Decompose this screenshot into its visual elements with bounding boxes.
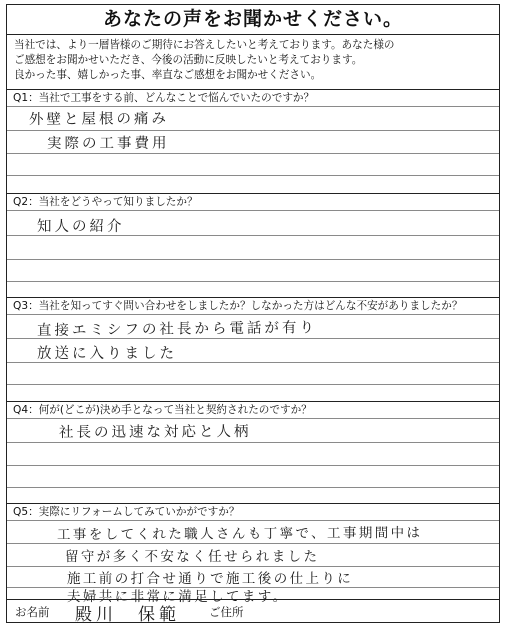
survey-sheet (6, 4, 500, 623)
name-label: お名前 (15, 605, 50, 619)
page-title: あなたの声をお聞かせください。 (7, 5, 499, 35)
question-5-answer-line: 留守が多く不安なく任せられました (65, 549, 320, 565)
question-1-answer-line: 外壁と屋根の痛み (28, 111, 170, 128)
name-address-row (7, 599, 499, 624)
question-5-label: Q5：実際にリフォームしてみていかがですか？ (13, 506, 240, 518)
question-3-answer-line: 直接エミシフの社長から電話が有り (36, 320, 318, 339)
question-4-answer-line: 社長の迅速な対応と人柄 (58, 423, 252, 441)
question-2-section (7, 193, 499, 297)
question-1-label: Q1：当社で工事をする前、どんなことで悩んでいたのですか？ (13, 92, 315, 104)
question-5-answer-line: 夫婦共に非常に満足してます。 (67, 589, 289, 605)
question-4-section (7, 401, 499, 503)
question-4-label: Q4：何が(どこが)決め手となって当社と契約されたのですか？ (13, 404, 312, 416)
intro-line: 良かった事、嬉しかった事、率直なご感想をお聞かせください。 (14, 69, 322, 81)
question-1-answer-line: 実際の工事費用 (46, 135, 170, 152)
question-5-answer-line: 工事をしてくれた職人さんも丁寧で、工事期間中は (56, 525, 423, 543)
name-value: 殿川 保範 (75, 605, 180, 625)
question-2-label: Q2：当社をどうやって知りましたか？ (13, 196, 198, 208)
question-3-label: Q3：当社を知ってすぐ問い合わせをしましたか？しなかった方はどんな不安がありましたか？ (13, 300, 463, 312)
question-3-answer-line: 放送に入りました (37, 346, 177, 362)
question-3-section (7, 297, 499, 401)
intro-line: 当社では、より一層皆様のご期待にお答えしたいと考えております。あなた様の (14, 39, 395, 51)
question-5-answer-line: 施工前の打合せ通りで施工後の仕上りに (67, 571, 354, 587)
address-label: ご住所 (209, 605, 244, 619)
question-1-section (7, 89, 499, 193)
question-2-answer-line: 知人の紹介 (37, 219, 125, 235)
intro-text (14, 38, 494, 83)
intro-line: ご感想をお聞かせいただき、今後の活動に反映したいと考えております。 (14, 54, 363, 66)
question-5-section (7, 503, 499, 605)
